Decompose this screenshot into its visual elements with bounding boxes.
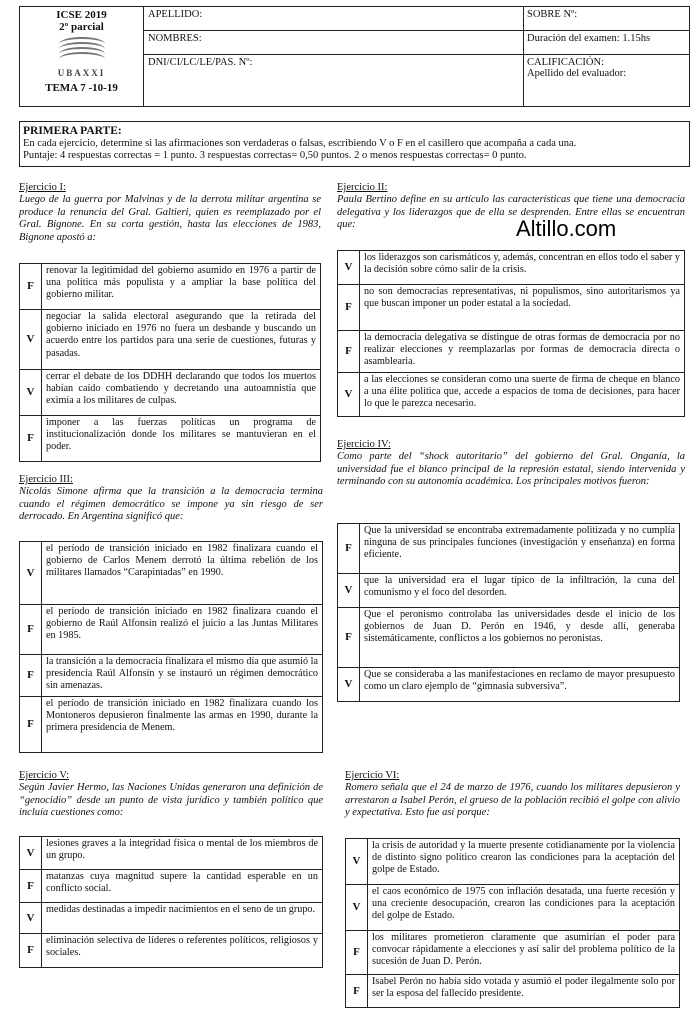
exercise-prompt: Luego de la guerra por Malvinas y de la derrota militar argentina se produce la renuncia del Gral. Galtieri, quien es reemplazado por el Gral. Bignone. En su corta gestión, hasta las elecciones de 1983, Bignone apostó a:: [19, 194, 321, 243]
exercise-2: [337, 182, 685, 232]
exam-header: [19, 6, 690, 107]
exercise-1-table: [19, 263, 321, 462]
answer-box[interactable]: F: [20, 934, 42, 968]
answer-box[interactable]: F: [338, 608, 360, 668]
statement: Isabel Perón no había sido votada y asumió el poder ilegalmente solo por ser la esposa del fallecido presidente.: [368, 975, 680, 1008]
statement: la democracia delegativa se distingue de otras formas de democracia por no realizar elecciones y reemplazarlas por formas de democracia directa o asamblearia.: [360, 331, 685, 373]
answer-box[interactable]: F: [20, 605, 42, 655]
exam-label: 2º parcial: [59, 21, 104, 33]
answer-box[interactable]: F: [338, 285, 360, 331]
exercise-6: [345, 770, 680, 820]
statement: lesiones graves a la integridad física o mental de los miembros de un grupo.: [42, 837, 323, 870]
answer-box[interactable]: F: [20, 416, 42, 462]
answer-box[interactable]: V: [20, 837, 42, 870]
exercise-1: [19, 182, 321, 244]
statement: Que se consideraba a las manifestaciones en reclamo de mayor presupuesto como un claro ejemplo de “gimnasia subversiva”.: [360, 668, 680, 702]
logo-text: UBAXXI: [57, 68, 106, 78]
exercise-5-table: [19, 836, 323, 968]
calificacion-label: CALIFICACIÓN:: [527, 57, 605, 68]
exercise-3-table: [19, 541, 323, 753]
exercise-3: [19, 474, 323, 524]
exercise-4-table: [337, 523, 680, 702]
answer-box[interactable]: V: [20, 542, 42, 605]
dni-field[interactable]: DNI/CI/LC/LE/PAS. Nº:: [144, 55, 524, 107]
statement: medidas destinadas a impedir nacimientos en el seno de un grupo.: [42, 903, 323, 934]
answer-box[interactable]: V: [20, 370, 42, 416]
statement: a las elecciones se consideran como una suerte de firma de cheque en blanco a una élite política que, accede a espacios de toma de decisiones, para hacer lo que le parezca necesario.: [360, 373, 685, 417]
answer-box[interactable]: V: [20, 310, 42, 370]
exercise-5: [19, 770, 323, 820]
exercise-2-table: [337, 250, 685, 417]
statement: la crisis de autoridad y la muerte presente cotidianamente por la violencia de distinto signo político crearon las condiciones para la aceptación del golpe de Estado.: [368, 839, 680, 885]
exercise-prompt: Romero señala que el 24 de marzo de 1976, cuando los militares depusieron y arrestaron a Isabel Perón, el grueso de la población recibió el golpe con alivio y expectativa. Esto fue así porque:: [345, 782, 680, 818]
statement: eliminación selectiva de líderes o referentes políticos, religiosos y sociales.: [42, 934, 323, 968]
statement: el período de transición iniciado en 1982 finalizara cuando los Montoneros depusieron finalmente las armas en 1990, durante la primera presidencia de Menem.: [42, 697, 323, 753]
exercise-title: Ejercicio II:: [337, 182, 388, 193]
statement: no son democracias representativas, ni populismos, sino autoritarismos ya que buscan imponer un poder estatal a la sociedad.: [360, 285, 685, 331]
section-title: PRIMERA PARTE:: [23, 125, 122, 137]
answer-box[interactable]: F: [346, 975, 368, 1008]
calificacion-cell[interactable]: [524, 55, 690, 107]
exercise-title: Ejercicio IV:: [337, 439, 391, 450]
scoring-text: Puntaje: 4 respuestas correctas = 1 punto. 3 respuestas correctas= 0,50 puntos. 2 o menos respuestas correctas= 0 punto.: [23, 150, 527, 161]
statement: matanzas cuya magnitud supere la cantidad esperable en un conflicto social.: [42, 870, 323, 903]
statement: el período de transición iniciado en 1982 finalizara cuando el gobierno de Raúl Alfonsín realizó el juicio a las Juntas Militares en 1985.: [42, 605, 323, 655]
answer-box[interactable]: F: [338, 524, 360, 574]
instructions-text: En cada ejercicio, determine si las afirmaciones son verdaderas o falsas, escribiendo V o F en el casillero que acompaña a cada una.: [23, 137, 577, 149]
statement: el período de transición iniciado en 1982 finalizara cuando el gobierno de Carlos Menem derrotó la última rebelión de los militares llamados “Carapintadas” en 1990.: [42, 542, 323, 605]
nombres-field[interactable]: NOMBRES:: [144, 31, 524, 55]
answer-box[interactable]: V: [346, 885, 368, 931]
watermark: Altillo.com: [516, 216, 617, 241]
statement: cerrar el debate de los DDHH declarando que todos los muertos habían caído combatiendo y decretando una autoamnistía que eximía a los militares de culpas.: [42, 370, 321, 416]
answer-box[interactable]: F: [20, 870, 42, 903]
statement: negociar la salida electoral asegurando que la retirada del gobierno iniciado en 1976 no fuera un desbande y buscando un acuerdo entre los partidos para una serie de cuestiones, futuras y pasadas.: [42, 310, 321, 370]
exercise-4: [337, 439, 685, 489]
course-label: ICSE 2019: [56, 9, 107, 21]
answer-box[interactable]: F: [20, 697, 42, 753]
exercise-title: Ejercicio III:: [19, 474, 73, 485]
answer-box[interactable]: F: [338, 331, 360, 373]
apellido-field[interactable]: APELLIDO:: [144, 7, 524, 31]
answer-box[interactable]: V: [338, 668, 360, 702]
instructions-box: [19, 121, 690, 167]
exercise-title: Ejercicio I:: [19, 182, 66, 193]
statement: renovar la legitimidad del gobierno asumido en 1976 a partir de una política más populista y a ampliar la base política del gobierno militar.: [42, 264, 321, 310]
statement: imponer a las fuerzas políticas un programa de institucionalización donde los militares se mantuvieran en el poder.: [42, 416, 321, 462]
answer-box[interactable]: V: [338, 574, 360, 608]
evaluador-label: Apellido del evaluador:: [527, 68, 627, 79]
answer-box[interactable]: F: [20, 264, 42, 310]
answer-box[interactable]: V: [346, 839, 368, 885]
statement: que la universidad era el lugar típico de la infiltración, la cuna del comunismo y el foco del desorden.: [360, 574, 680, 608]
exercise-prompt: Como parte del “shock autoritario” del gobierno del Gral. Onganía, la universidad fue el blanco principal de la represión estatal, siendo intervenida y terminando con su autonomía académica. Los principales motivos fueron:: [337, 451, 685, 487]
statement: la transición a la democracia finalizara el mismo día que asumió la presidencia Raúl Alfonsín y se instauró un régimen democrático sin amenazas.: [42, 655, 323, 697]
exercise-prompt: Nicolás Simone afirma que la transición a la democracia termina cuando el régimen democrático se impone ya sin riesgo de ser derrocado. En Argentina significó que:: [19, 486, 323, 522]
answer-box[interactable]: F: [346, 931, 368, 975]
tema-label: TEMA 7 -10-19: [45, 82, 118, 94]
statement: el caos económico de 1975 con inflación desatada, una fuerte recesión y una creciente desocupación, crearon las condiciones para la aceptación del golpe de Estado.: [368, 885, 680, 931]
answer-box[interactable]: V: [338, 373, 360, 417]
duracion-label: Duración del examen: 1.15hs: [524, 31, 690, 55]
answer-box[interactable]: V: [20, 903, 42, 934]
answer-box[interactable]: F: [20, 655, 42, 697]
statement: los liderazgos son carismáticos y, además, concentran en ellos todo el saber y la decisión sobre cómo salir de la crisis.: [360, 251, 685, 285]
exercise-prompt: Según Javier Hermo, las Naciones Unidas generaron una definición de “genocidio” desde un punto de vista jurídico y también político que incluía cuestiones como:: [19, 782, 323, 818]
sobre-field[interactable]: SOBRE Nº:: [524, 7, 690, 31]
answer-box[interactable]: V: [338, 251, 360, 285]
exercise-prompt: Paula Bertino define en su artículo las características que tiene una democracia delegativa y los liderazgos que de ella se desprenden. Entre ellas se encuentran que:: [337, 194, 685, 230]
exercise-6-table: [345, 838, 680, 1008]
logo-cell: [20, 7, 144, 107]
statement: los militares prometieron claramente que asumirían el poder para convocar rápidamente a elecciones y así salir del problema político de la sucesión de Juan D. Perón.: [368, 931, 680, 975]
ubaxxi-logo: [59, 35, 105, 65]
statement: Que la universidad se encontraba extremadamente politizada y no cumplía ninguna de sus principales funciones (investigación y enseñanza) en forma eficiente.: [360, 524, 680, 574]
statement: Que el peronismo controlaba las universidades desde el inicio de los gobiernos de Juan D. Perón en 1946, y desde allí, generaba sistemáticamente, conflictos a los gobiernos no peronistas.: [360, 608, 680, 668]
exercise-title: Ejercicio VI:: [345, 770, 400, 781]
exercise-title: Ejercicio V:: [19, 770, 70, 781]
